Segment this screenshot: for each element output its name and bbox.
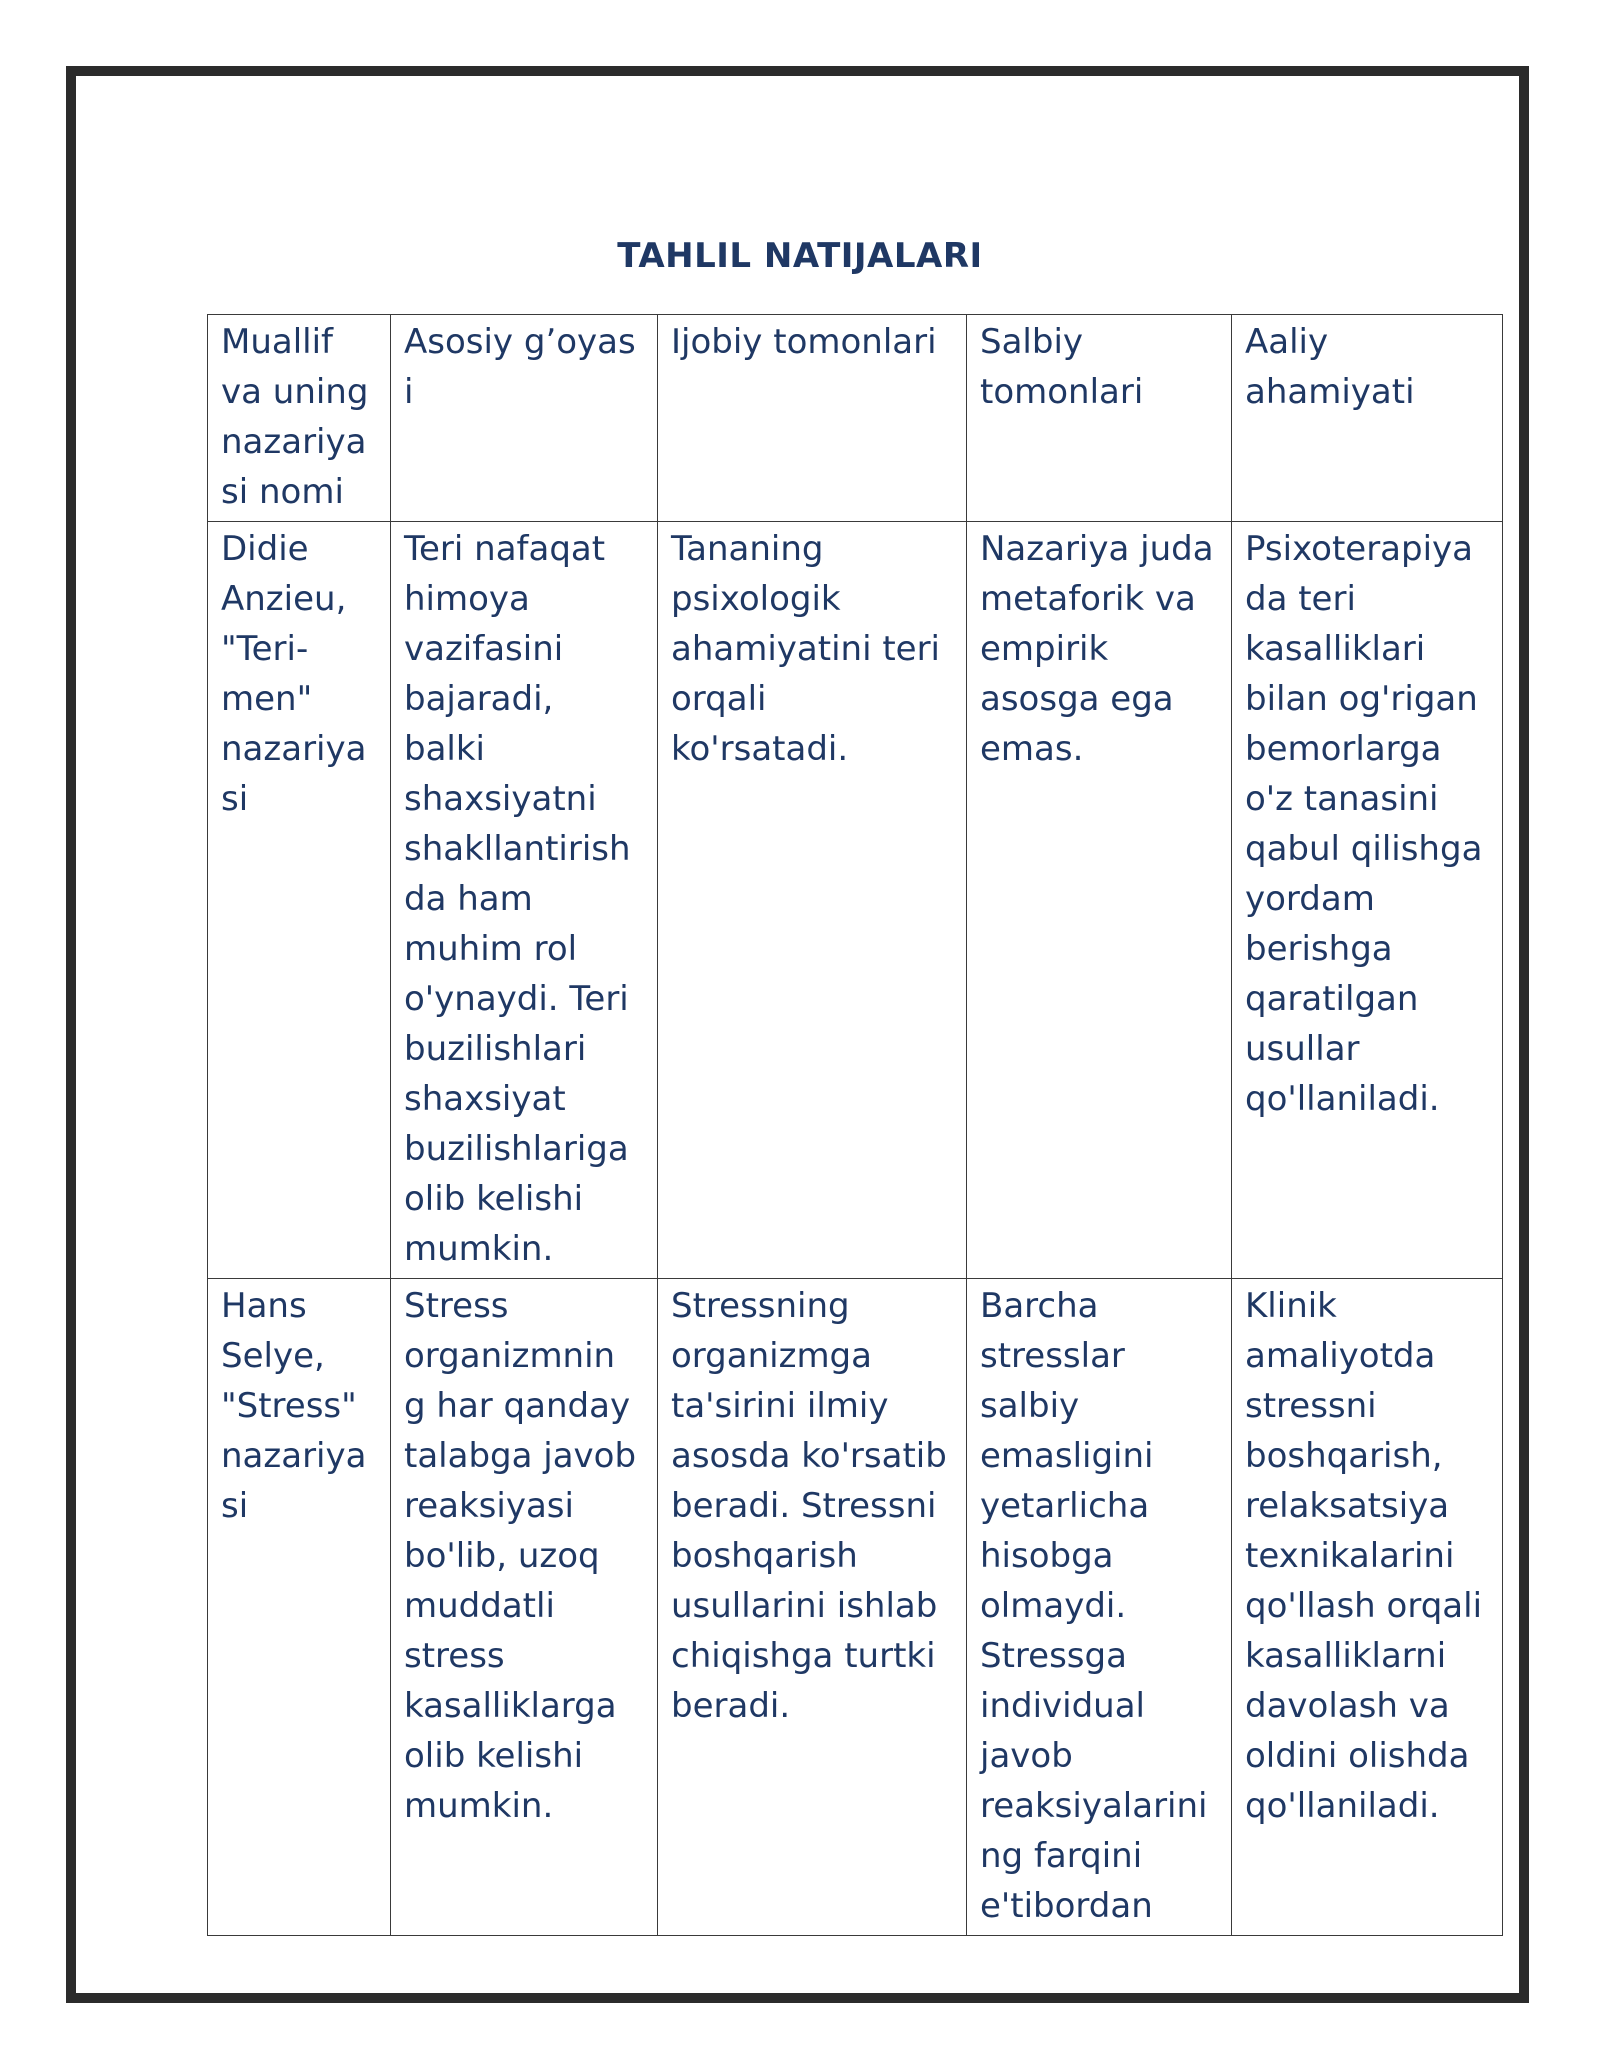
header-cell-author: Muallif va uning nazariya si nomi [208, 315, 391, 522]
header-cell-positive: Ijobiy tomonlari [658, 315, 967, 522]
document-title: TAHLIL NATIJALARI [617, 236, 983, 276]
table-row [208, 522, 1503, 1279]
header-cell-practical-importance: Aaliy ahamiyati [1232, 315, 1503, 522]
table-cell: Klinik amaliyotda stressni boshqarish, relaksatsiya texnikalarini qo'llash orqali kasalliklarni davolash va oldini olishda qo'llaniladi. [1232, 1279, 1503, 1936]
table-cell: Stress organizmnin g har qanday talabga javob reaksiyasi bo'lib, uzoq muddatli stress kasalliklarga olib kelishi mumkin. [391, 1279, 658, 1936]
table-cell: Teri nafaqat himoya vazifasini bajaradi, balki shaxsiyatni shakllantirish da ham muhim rol o'ynaydi. Teri buzilishlari shaxsiyat buzilishlariga olib kelishi mumkin. [391, 522, 658, 1279]
table-header-row [208, 315, 1503, 522]
header-cell-main-idea: Asosiy g’oyasi [391, 315, 658, 522]
table-cell: Tananing psixologik ahamiyatini teri orqali ko'rsatadi. [658, 522, 967, 1279]
header-cell-negative: Salbiy tomonlari [967, 315, 1232, 522]
analysis-table [207, 314, 1503, 1936]
table-cell: Hans Selye, "Stress" nazariya si [208, 1279, 391, 1936]
table-cell: Barcha stresslar salbiy emasligini yetarlicha hisobga olmaydi. Stressga individual javob reaksiyalarini ng farqini e'tibordan [967, 1279, 1232, 1936]
table-cell: Nazariya juda metaforik va empirik asosga ega emas. [967, 522, 1232, 1279]
table-cell: Psixoterapiya da teri kasalliklari bilan og'rigan bemorlarga o'z tanasini qabul qilishga yordam berishga qaratilgan usullar qo'llaniladi. [1232, 522, 1503, 1279]
table-cell: Stressning organizmga ta'sirini ilmiy asosda ko'rsatib beradi. Stressni boshqarish usullarini ishlab chiqishga turtki beradi. [658, 1279, 967, 1936]
table-cell: Didie Anzieu, "Teri- men" nazariya si [208, 522, 391, 1279]
table-row [208, 1279, 1503, 1936]
